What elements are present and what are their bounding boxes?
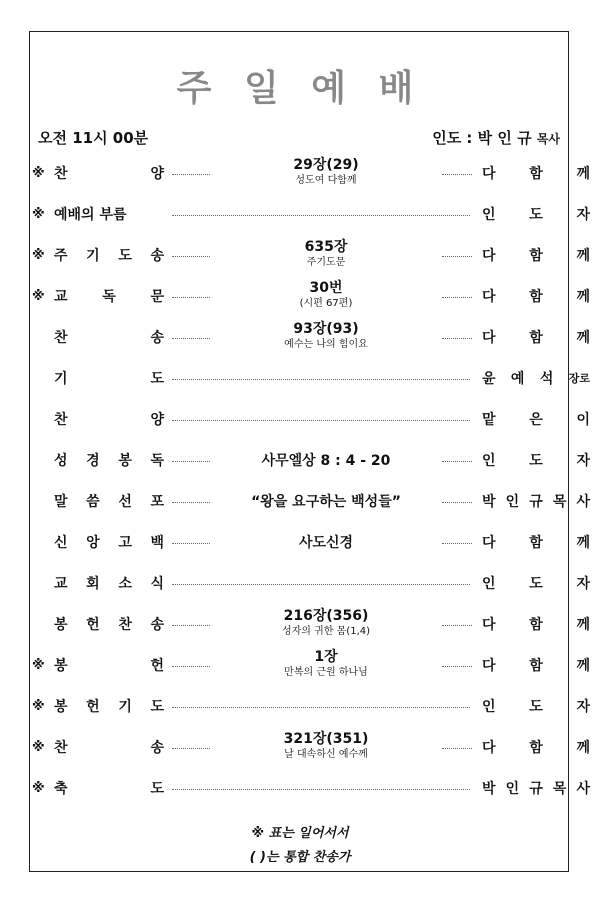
detail-text: 사도신경 [298,535,354,551]
order-leader: 다 함 께 [482,740,590,756]
dotted-leader [442,666,472,667]
hymn-title: 주기도문 [306,257,346,268]
dotted-leader [172,461,210,462]
order-leader: 박 인 규 목 사 [482,494,590,510]
dotted-leader [442,297,472,298]
order-label: 예배의 부름 [54,207,127,223]
order-detail [210,484,442,512]
hymn-number: 321장(351) [283,731,369,747]
hymn-title: 예수는 나의 힘이요 [284,339,368,350]
order-detail [210,238,442,269]
dotted-leader [172,215,470,216]
order-leader: 맡 은 이 [482,412,590,428]
dotted-leader [442,543,472,544]
dotted-leader [172,338,210,339]
order-row [30,157,590,204]
order-label: 봉 헌 찬 송 [54,617,164,633]
order-detail [210,525,442,553]
service-time: 오전 11시 00분 [38,129,149,147]
standing-mark: ※ [32,658,45,673]
order-detail [210,730,442,761]
hymn-title: 성도여 다함께 [295,175,357,186]
standing-mark: ※ [32,166,45,181]
order-label: 기 도 [54,371,164,387]
dotted-leader [442,625,472,626]
order-detail [210,320,442,351]
order-leader: 다 함 께 [482,330,590,346]
dotted-leader [442,174,472,175]
dotted-leader [172,748,210,749]
order-leader: 윤 예 석 장로 [482,371,590,387]
hymn-number: 1장 [314,649,338,665]
dotted-leader [442,748,472,749]
order-label: 주 기 도 송 [54,248,164,264]
order-row [30,779,590,819]
order-label: 찬 송 [54,740,164,756]
dotted-leader [172,625,210,626]
order-leader: 다 함 께 [482,248,590,264]
order-label: 축 도 [54,781,164,797]
order-detail [210,607,442,638]
order-detail [210,648,442,679]
order-leader: 인 도 자 [482,576,590,592]
order-label: 찬 송 [54,330,164,346]
order-row [30,369,590,409]
hymn-title: 날 대속하신 예수께 [284,749,368,760]
order-label: 성 경 봉 독 [54,453,164,469]
standing-mark: ※ [32,207,45,222]
dotted-leader [172,297,210,298]
hymn-number: 216장(356) [283,608,369,624]
order-leader: 다 함 께 [482,535,590,551]
hymn-number: 30번 [309,280,343,296]
dotted-leader [172,789,470,790]
dotted-leader [172,379,470,380]
order-leader: 인 도 자 [482,453,590,469]
standing-mark: ※ [32,740,45,755]
hymn-number: 29장(29) [293,157,359,173]
order-leader: 다 함 께 [482,617,590,633]
order-label: 신 앙 고 백 [54,535,164,551]
order-detail [210,443,442,471]
order-detail [210,156,442,187]
hymn-title: (시편 67편) [299,298,353,309]
order-label: 교 회 소 식 [54,576,164,592]
order-leader: 다 함 께 [482,166,590,182]
footer-note-standing: ※ 표는 일어서서 [251,826,349,841]
order-detail [210,279,442,310]
order-row [30,649,590,696]
dotted-leader [442,256,472,257]
order-leader: 박 인 규 목 사 [482,781,590,797]
hymn-title: 만복의 근원 하나님 [284,667,368,678]
officiant-title: 목사 [536,132,560,146]
order-label: 봉 헌 기 도 [54,699,164,715]
order-row [30,321,590,368]
order-label: 교 독 문 [54,289,164,305]
detail-text: 사무엘상 8 : 4 - 20 [261,453,391,469]
hymn-title: 성자의 귀한 몸(1,4) [281,626,371,637]
dotted-leader [442,338,472,339]
officiant [432,127,560,148]
dotted-leader [172,584,470,585]
hymn-number: 93장(93) [293,321,359,337]
officiant-name: 인도 : 박 인 규 [432,129,532,147]
order-label: 찬 양 [54,166,164,182]
order-label: 찬 양 [54,412,164,428]
standing-mark: ※ [32,248,45,263]
dotted-leader [172,666,210,667]
order-row [30,533,590,573]
standing-mark: ※ [32,781,45,796]
dotted-leader [442,461,472,462]
dotted-leader [172,543,210,544]
dotted-leader [442,502,472,503]
detail-text: “왕을 요구하는 백성들” [251,494,401,510]
order-leader: 다 함 께 [482,658,590,674]
dotted-leader [172,174,210,175]
dotted-leader [172,502,210,503]
order-leader: 인 도 자 [482,699,590,715]
dotted-leader [172,707,470,708]
standing-mark: ※ [32,699,45,714]
hymn-number: 635장 [304,239,348,255]
order-leader: 인 도 자 [482,207,590,223]
order-leader: 다 함 께 [482,289,590,305]
page-title: 주 일 예 배 [176,68,424,109]
order-row [30,731,590,778]
footer-note-hymnal: ( )는 통합 찬송가 [249,850,351,865]
dotted-leader [172,256,210,257]
dotted-leader [172,420,470,421]
order-label: 봉 헌 [54,658,164,674]
standing-mark: ※ [32,289,45,304]
order-label: 말 씀 선 포 [54,494,164,510]
